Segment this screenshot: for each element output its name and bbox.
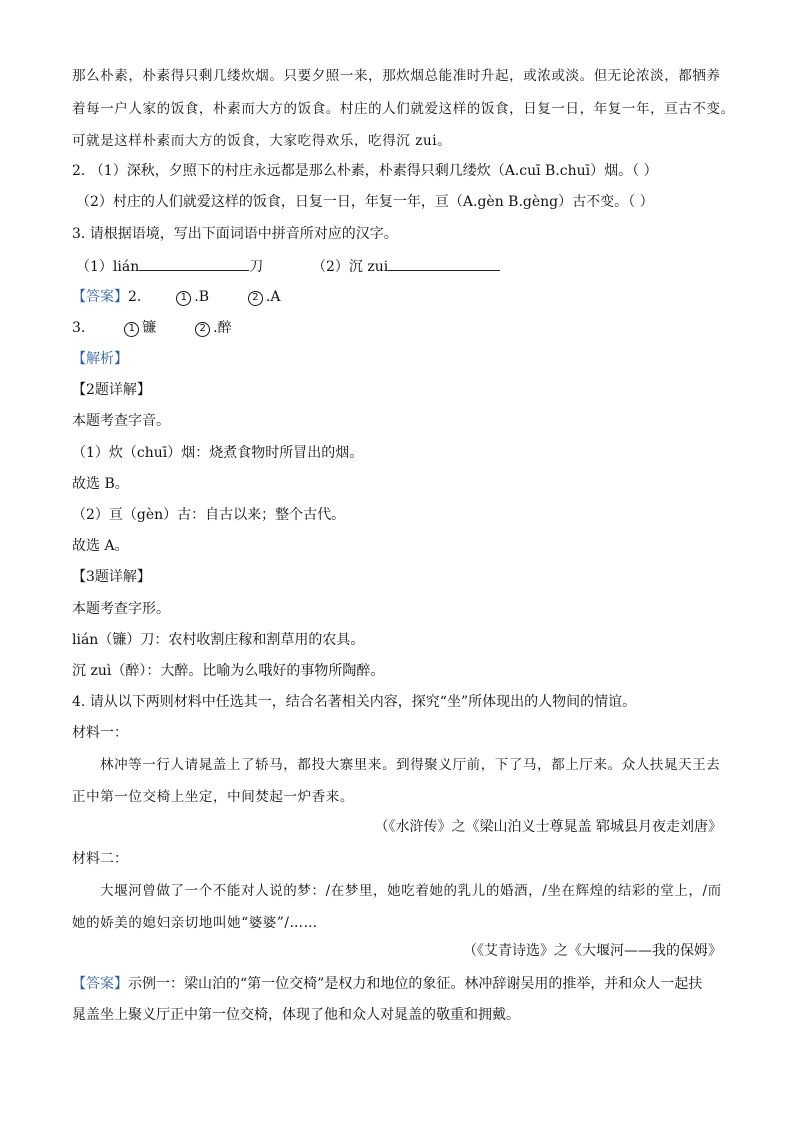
circled-number-1: 1 <box>124 322 139 337</box>
question-3-blank-1 <box>76 256 263 276</box>
q3-detail-line: lián（镰）刀：农村收割庄稼和割草用的农具。 <box>72 632 365 648</box>
material-1-source: （《水浒传》之《梁山泊义士尊晁盖 郓城县月夜走刘唐》 <box>374 819 722 835</box>
circled-number-2: 2 <box>195 322 210 337</box>
answer-3-row <box>72 319 232 337</box>
material-2-source: （《艾青诗选》之《大堰河——我的保姆》 <box>463 943 722 959</box>
circled-number-2: 2 <box>248 291 263 306</box>
q2-detail-heading: 【2题详解】 <box>72 382 151 398</box>
answer-2-1-value: .B <box>194 289 210 305</box>
question-2-sub-2: （2）村庄的人们就爱这样的饭食，日复一日，年复一年，亘（A.gèn B.gèng）古不变。（ ） <box>76 194 654 210</box>
q2-detail-line: 故选 B。 <box>72 476 129 492</box>
answer-2-row <box>72 288 280 306</box>
answer-4-line-1 <box>72 975 702 993</box>
q3-detail-line: 沉 zuì（醉）：大醉。比喻为么哦好的事物所陶醉。 <box>72 663 385 679</box>
question-3-prompt: 3. 请根据语境，写出下面词语中拼音所对应的汉字。 <box>72 226 398 242</box>
analysis-label: 【解析】 <box>72 351 128 367</box>
question-3-blank-2 <box>312 256 500 276</box>
answer-4-line-2: 晁盖坐上聚义厅正中第一位交椅，体现了他和众人对晁盖的敬重和拥戴。 <box>72 1007 520 1023</box>
answer-blank-1[interactable] <box>139 256 249 271</box>
q2-detail-line: 本题考查字音。 <box>72 413 170 429</box>
answer-question-number: 2. <box>128 289 142 305</box>
question-4-prompt: 4. 请从以下两则材料中任选其一，结合名著相关内容，探究“坐”所体现出的人物间的情谊。 <box>72 694 637 710</box>
material-2-line-1: 大堰河曾做了一个不能对人说的梦：/在梦里，她吃着她的乳儿的婚酒，/坐在辉煌的结彩的堂上，/而 <box>100 883 722 899</box>
answer-3-1-value: 镰 <box>142 320 157 336</box>
passage-line-2: 着每一户人家的饭食，朴素而大方的饭食。村庄的人们就爱这样的饭食，日复一日，年复一年，亘古不变。 <box>72 101 735 117</box>
answer-4-text: 示例一：梁山泊的“第一位交椅”是权力和地位的象征。林冲辞谢吴用的推举，并和众人一起扶 <box>128 976 703 992</box>
answer-label: 【答案】 <box>72 289 128 305</box>
answer-question-3-number: 3. <box>72 320 86 336</box>
passage-line-3: 可就是这样朴素而大方的饭食，大家吃得欢乐，吃得沉 zui。 <box>72 133 452 149</box>
question-2-sub-1: 2. （1）深秋，夕照下的村庄永远都是那么朴素，朴素得只剩几缕炊（A.cuī B.chuī）烟。（ ） <box>72 163 658 179</box>
q3-detail-line: 本题考查字形。 <box>72 601 170 617</box>
material-2-label: 材料二： <box>72 851 128 867</box>
passage-line-1: 那么朴素，朴素得只剩几缕炊烟。只要夕照一来，那炊烟总能准时升起，或浓或淡。但无论浓淡，都牺养 <box>72 68 721 84</box>
answer-3-2-value: .醉 <box>213 320 232 336</box>
material-1-line-2: 正中第一位交椅上坐定，中间焚起一炉香来。 <box>72 789 354 805</box>
blank-1-prefix: （1）lián <box>76 259 140 275</box>
q3-detail-heading: 【3题详解】 <box>72 569 151 585</box>
q2-detail-line: （2）亘（gèn）古：自古以来；整个古代。 <box>72 507 346 523</box>
circled-number-1: 1 <box>176 291 191 306</box>
blank-2-prefix: （2）沉 zui <box>312 259 389 275</box>
material-2-line-2: 她的娇美的媳妇亲切地叫她“婆婆”/…… <box>72 915 318 931</box>
material-1-line-1: 林冲等一行人请晁盖上了轿马，都投大寨里来。到得聚义厅前，下了马，都上厅来。众人扶晁天王去 <box>100 757 721 773</box>
answer-label: 【答案】 <box>72 976 128 992</box>
material-1-label: 材料一： <box>72 725 128 741</box>
q2-detail-line: （1）炊（chuī）烟：烧煮食物时所冒出的烟。 <box>72 445 364 461</box>
q2-detail-line: 故选 A。 <box>72 538 129 554</box>
answer-blank-2[interactable] <box>388 256 500 271</box>
answer-2-2-value: .A <box>265 289 281 305</box>
blank-1-suffix: 刀 <box>249 259 264 275</box>
